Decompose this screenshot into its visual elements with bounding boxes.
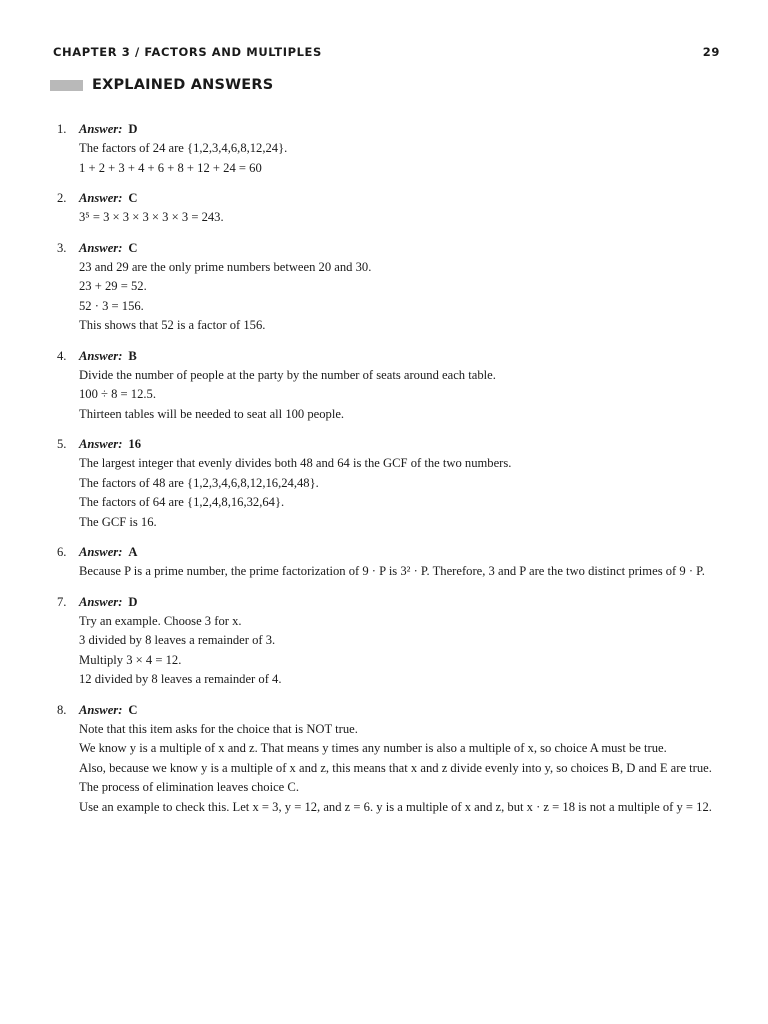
answers-list [57,121,722,829]
answer-label: Answer: [79,122,123,136]
item-number: 6. [57,545,67,559]
answer-label: Answer: [79,545,123,559]
answer-label: Answer: [79,437,123,451]
explanation-line: The factors of 48 are {1,2,3,4,6,8,12,16,24,48}. [79,475,319,490]
answer-value: A [128,545,138,559]
explanation-line: The factors of 24 are {1,2,3,4,6,8,12,24}. [79,141,288,155]
answer-value: B [128,348,137,363]
answer-value: D [128,594,138,609]
answer-value: C [128,240,138,255]
explanation-line: 23 + 29 = 52. [79,279,147,293]
answer-line [79,240,722,256]
explanation-line: 12 divided by 8 leaves a remainder of 4. [79,672,282,686]
explanation-line: 3 divided by 8 leaves a remainder of 3. [79,633,276,647]
answer-line [79,121,722,137]
answer-item-2 [57,190,722,229]
answer-item-7 [57,594,722,691]
explanation-line: Try an example. Choose 3 for x. [79,613,242,628]
explanation-line: The factors of 64 are {1,2,4,8,16,32,64}. [79,495,285,509]
answer-item-3 [57,240,722,337]
item-number: 8. [57,702,67,717]
running-head [53,45,720,59]
answer-item-1 [57,121,722,179]
explanation-line: Note that this item asks for the choice that is NOT true. [79,721,358,736]
item-number: 1. [57,122,67,136]
item-number: 4. [57,348,67,363]
explanation-line: Thirteen tables will be needed to seat all 100 people. [79,406,345,421]
section-bar-decoration [50,80,83,91]
answer-line [79,190,722,206]
answer-label: Answer: [79,240,123,255]
item-number: 2. [57,191,67,205]
answer-item-6 [57,544,722,583]
explanation-line: 3⁵ = 3 × 3 × 3 × 3 × 3 = 243. [79,210,224,224]
item-number: 7. [57,594,67,609]
item-number: 5. [57,437,67,451]
answer-line [79,594,722,610]
answer-value: C [128,191,138,205]
answer-line [79,544,722,560]
explanation-line: 23 and 29 are the only prime numbers between 20 and 30. [79,259,372,274]
answer-value: D [128,122,138,136]
answer-value: C [128,702,138,717]
explanation-line: 52 · 3 = 156. [79,298,144,313]
chapter-running-title: CHAPTER 3 / FACTORS AND MULTIPLES [53,45,322,59]
explanation-line: 1 + 2 + 3 + 4 + 6 + 8 + 12 + 24 = 60 [79,160,262,175]
explanation-line: Use an example to check this. Let x = 3, y = 12, and z = 6. y is a multiple of x and z, but x · z = 18 is not a multiple of y = 12. [79,799,712,814]
answer-item-4 [57,348,722,426]
explanation-line: The GCF is 16. [79,514,157,529]
item-number: 3. [57,240,67,255]
explanation-line: The process of elimination leaves choice C. [79,780,299,794]
answer-value: 16 [128,437,141,451]
answer-line [79,702,722,718]
answer-label: Answer: [79,702,123,717]
page-number: 29 [702,45,720,59]
explanation-line: Because P is a prime number, the prime factorization of 9 · P is 3² · P. Therefore, 3 and P are the two distinct primes of 9 · P. [79,564,705,578]
answer-label: Answer: [79,191,123,205]
answer-item-5 [57,436,722,533]
answer-line [79,348,722,364]
explanation-line: This shows that 52 is a factor of 156. [79,318,266,332]
section-title: EXPLAINED ANSWERS [92,77,274,93]
explanation-line: Also, because we know y is a multiple of x and z, this means that x and z divide evenly into y, so choices B, D and E are true. [79,760,712,775]
answer-item-8 [57,702,722,819]
explanation-line: Divide the number of people at the party by the number of seats around each table. [79,367,496,382]
explanation-line: The largest integer that evenly divides both 48 and 64 is the GCF of the two numbers. [79,456,512,470]
answer-label: Answer: [79,594,123,609]
explanation-line: Multiply 3 × 4 = 12. [79,652,182,667]
answer-line [79,436,722,452]
answer-label: Answer: [79,348,123,363]
explanation-line: We know y is a multiple of x and z. That means y times any number is also a multiple of x, so choice A must be true. [79,741,667,755]
section-heading [50,77,273,93]
explanation-line: 100 ÷ 8 = 12.5. [79,387,156,401]
